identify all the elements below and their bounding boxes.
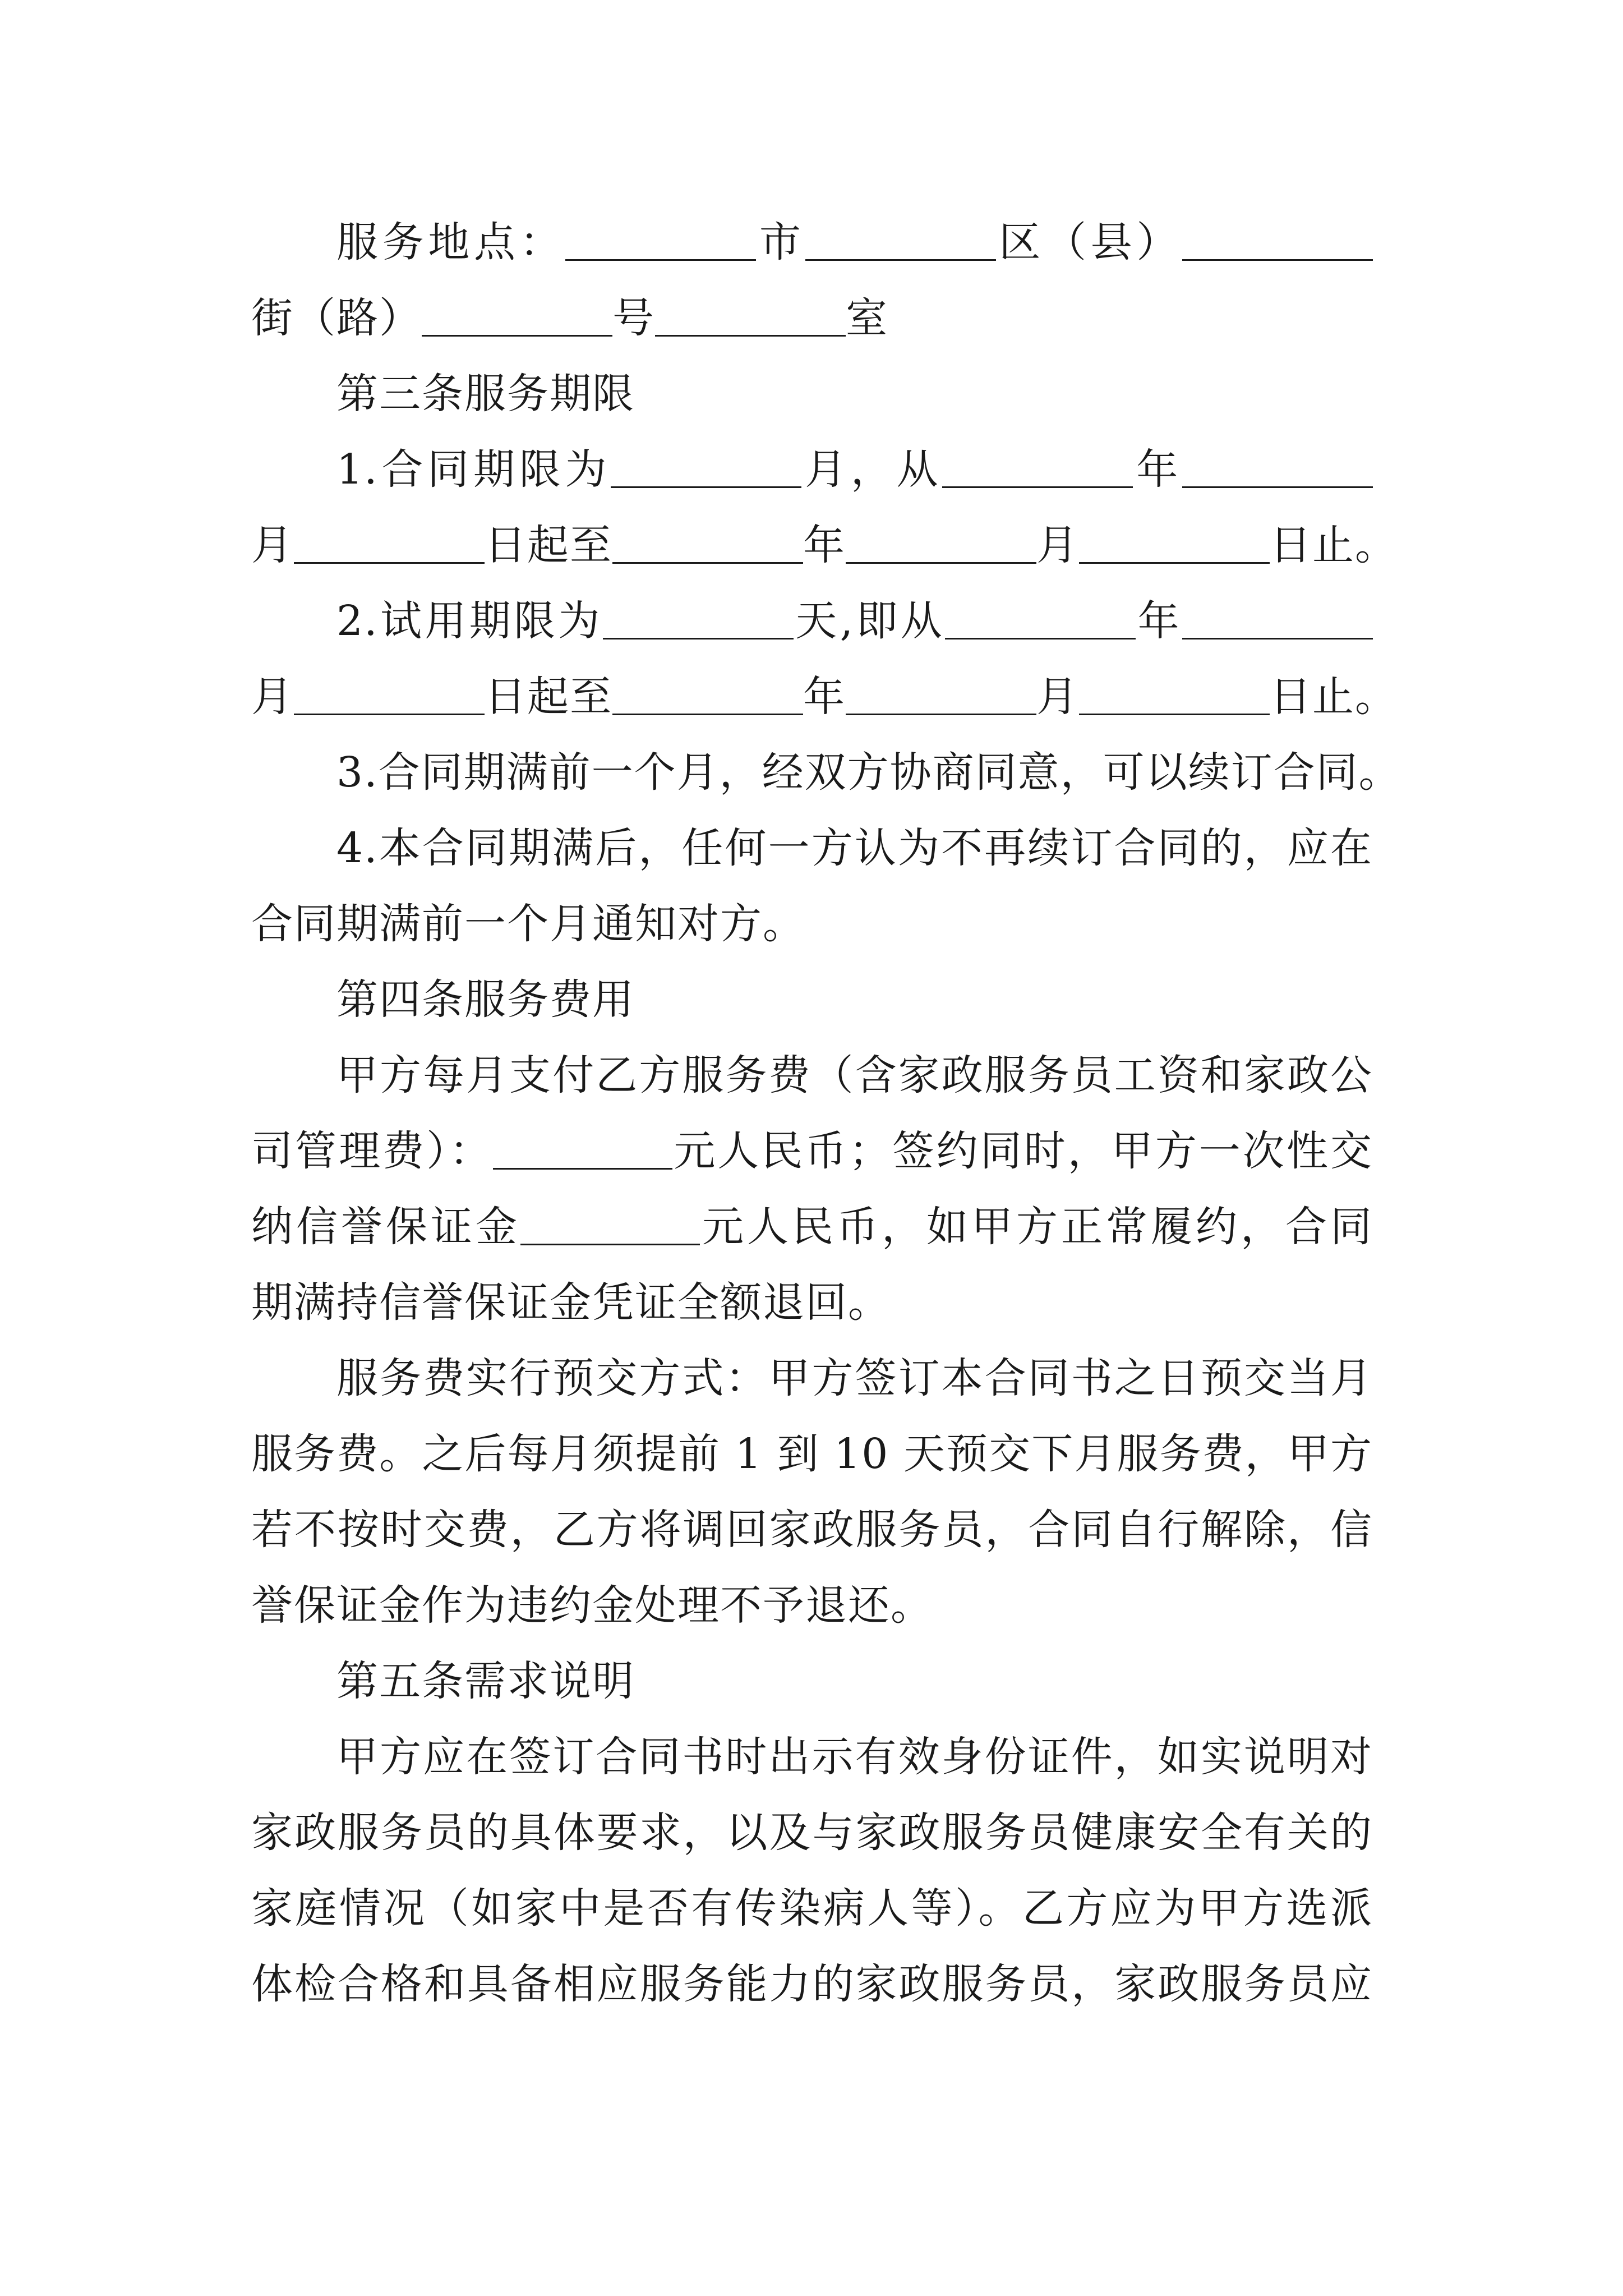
text: 年 <box>1133 445 1183 494</box>
section-heading-5: 第五条需求说明 <box>336 1657 635 1705</box>
text: 纳信誉保证金 <box>251 1203 520 1251</box>
paragraph-line: 甲方应在签订合同书时出示有效身份证件，如实说明对 <box>336 1733 1373 1781</box>
text: 年 <box>803 673 846 721</box>
blank-field-trial-start-year[interactable] <box>945 604 1136 639</box>
text: 月 <box>251 521 294 569</box>
text: 日止。 <box>1270 521 1398 569</box>
text: 街（路） <box>251 294 422 342</box>
trial-term-dates-line <box>251 663 1398 730</box>
section-heading-4: 第四条服务费用 <box>336 976 635 1024</box>
text: 月 <box>251 673 294 721</box>
text: 月 <box>1036 521 1079 569</box>
blank-field-trial-start-day[interactable] <box>294 680 485 715</box>
blank-field-trial-end-day[interactable] <box>1079 680 1270 715</box>
text: 日止。 <box>1270 673 1398 721</box>
text: 服务地点： <box>336 218 566 266</box>
text: 年 <box>1136 597 1183 645</box>
paragraph-line: 甲方每月支付乙方服务费（含家政服务员工资和家政公 <box>336 1051 1373 1099</box>
section-heading-3: 第三条服务期限 <box>336 370 635 418</box>
text: 市 <box>756 218 805 266</box>
blank-field-start-day[interactable] <box>294 528 485 564</box>
paragraph-line: 家政服务员的具体要求，以及与家政服务员健康安全有关的 <box>251 1809 1373 1857</box>
text: 室 <box>846 294 888 342</box>
paragraph-line: 4.本合同期满后，任何一方认为不再续订合同的，应在 <box>336 824 1373 872</box>
paragraph-line: 服务费实行预交方式：甲方签订本合同书之日预交当月 <box>336 1354 1373 1402</box>
blank-field-trial-end-year[interactable] <box>612 680 803 715</box>
text: 元人民币；签约同时，甲方一次性交 <box>672 1127 1373 1175</box>
paragraph-line: 体检合格和具备相应服务能力的家政服务员，家政服务员应 <box>251 1960 1373 2008</box>
blank-field-city[interactable] <box>565 226 756 261</box>
text: 月，从 <box>801 445 943 494</box>
blank-field-deposit[interactable] <box>520 1210 700 1245</box>
blank-field-start-month[interactable] <box>1182 453 1373 488</box>
blank-field-district[interactable] <box>805 226 996 261</box>
deposit-line <box>251 1193 1373 1260</box>
blank-field-end-year[interactable] <box>612 528 803 564</box>
paragraph-line: 家庭情况（如家中是否有传染病人等）。乙方应为甲方选派 <box>251 1884 1373 1932</box>
service-location-line <box>336 209 1373 276</box>
blank-field-trial-start-month[interactable] <box>1182 604 1373 639</box>
street-line <box>251 284 1373 352</box>
contract-term-line <box>336 436 1373 503</box>
trial-term-line <box>336 587 1373 655</box>
blank-field-start-year[interactable] <box>942 453 1133 488</box>
text: 日起至 <box>485 673 612 721</box>
blank-field-trial-end-month[interactable] <box>846 680 1036 715</box>
blank-field-monthly-fee[interactable] <box>493 1134 672 1170</box>
contract-term-dates-line <box>251 512 1398 579</box>
text: 月 <box>1036 673 1079 721</box>
paragraph-line: 合同期满前一个月通知对方。 <box>251 900 805 948</box>
text: 日起至 <box>485 521 612 569</box>
text: 司管理费）： <box>251 1127 494 1175</box>
blank-field-road[interactable] <box>422 301 612 337</box>
blank-field-months[interactable] <box>611 453 801 488</box>
paragraph-line: 誉保证金作为违约金处理不予退还。 <box>251 1581 933 1630</box>
text: 元人民币，如甲方正常履约，合同 <box>700 1203 1373 1251</box>
blank-field-street[interactable] <box>1182 226 1373 261</box>
fee-line <box>251 1117 1373 1185</box>
blank-field-trial-days[interactable] <box>603 604 794 639</box>
blank-field-end-day[interactable] <box>1079 528 1270 564</box>
paragraph-line: 服务费。之后每月须提前 1 到 10 天预交下月服务费，甲方 <box>251 1430 1373 1478</box>
paragraph-line: 若不按时交费，乙方将调回家政服务员，合同自行解除，信 <box>251 1506 1373 1554</box>
text: 区（县） <box>995 218 1183 266</box>
text: 天,即从 <box>793 597 946 645</box>
text: 2.试用期限为 <box>336 597 603 645</box>
blank-field-number[interactable] <box>655 301 846 337</box>
paragraph-line: 期满持信誉保证金凭证全额退回。 <box>251 1278 891 1327</box>
paragraph-line: 3.合同期满前一个月，经双方协商同意，可以续订合同。 <box>336 748 1401 797</box>
text: 年 <box>803 521 846 569</box>
blank-field-end-month[interactable] <box>846 528 1036 564</box>
text: 1.合同期限为 <box>336 445 611 494</box>
text: 号 <box>612 294 655 342</box>
